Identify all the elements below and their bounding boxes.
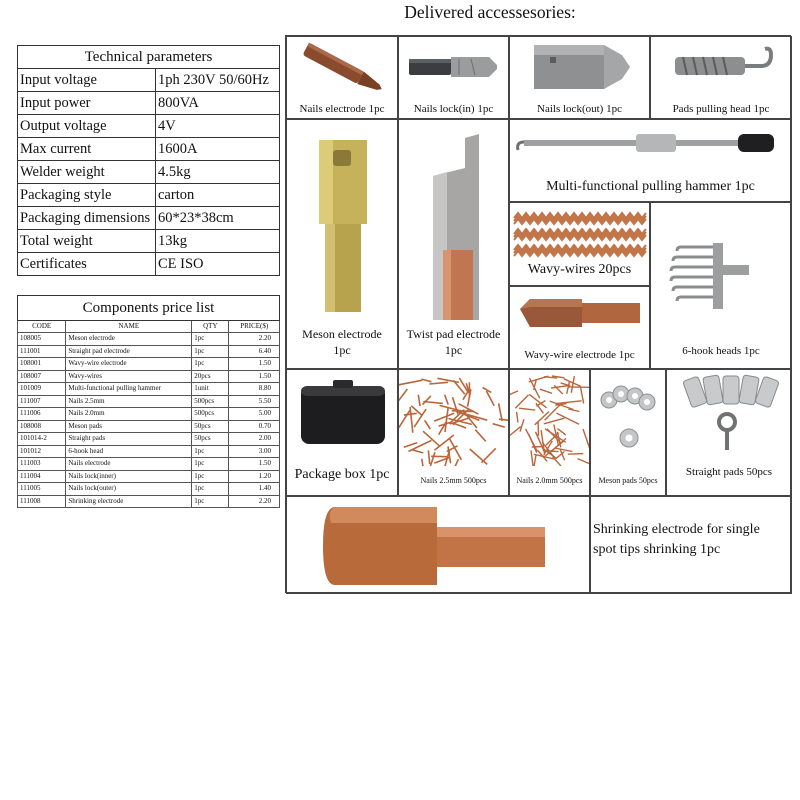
six-hook-heads-image: [651, 203, 791, 323]
cell-code: 108001: [18, 358, 66, 371]
caption: spot tips shrinking 1pc: [593, 542, 721, 557]
accessory-nails-2-0mm: [509, 369, 590, 496]
cell-code: 108005: [18, 333, 66, 346]
cell-price: 1.50: [229, 458, 280, 471]
cell-code: 111007: [18, 395, 66, 408]
table-row: [18, 345, 280, 358]
cell-price: 1.50: [229, 358, 280, 371]
cell-code: 111004: [18, 470, 66, 483]
cell-code: 108008: [18, 420, 66, 433]
cell-code: 111006: [18, 408, 66, 421]
cell-qty: 50pcs: [192, 433, 229, 446]
table-row: [18, 408, 280, 421]
cell-name: Nails lock(outer): [66, 483, 192, 496]
cell-code: 111003: [18, 458, 66, 471]
param-value: 4V: [156, 115, 280, 138]
param-name: Welder weight: [18, 161, 156, 184]
cell-price: 8.80: [229, 383, 280, 396]
accessory-meson-electrode: [286, 119, 398, 369]
cell-qty: 1pc: [192, 445, 229, 458]
cell-price: 6.40: [229, 345, 280, 358]
table-row: [18, 483, 280, 496]
table-row: [18, 161, 280, 184]
param-name: Packaging dimensions: [18, 207, 156, 230]
cell-name: Meson electrode: [66, 333, 192, 346]
table-row: [18, 115, 280, 138]
accessory-shrinking-caption-cell: [590, 496, 792, 594]
cell-price: 3.00: [229, 445, 280, 458]
caption: 1pc: [333, 343, 351, 357]
cell-code: 111001: [18, 345, 66, 358]
cell-name: Nails lock(inner): [66, 470, 192, 483]
meson-pads-image: [591, 370, 666, 460]
cell-code: 111008: [18, 495, 66, 508]
price-list-body: [18, 333, 280, 508]
price-header-row: [18, 321, 280, 333]
meson-electrode-image: [287, 120, 397, 320]
cell-name: 6-hook head: [66, 445, 192, 458]
param-name: Max current: [18, 138, 156, 161]
caption: Meson electrode: [302, 327, 382, 341]
nails-lock-inner-image: [399, 37, 509, 99]
accessory-twist-pad-electrode: [398, 119, 509, 369]
price-list-title: Components price list: [18, 296, 280, 321]
caption: Twist pad electrode: [406, 327, 501, 341]
cell-name: Wavy-wire electrode: [66, 358, 192, 371]
cell-qty: 1pc: [192, 333, 229, 346]
param-value: 1600A: [156, 138, 280, 161]
param-name: Total weight: [18, 230, 156, 253]
cell-qty: 500pcs: [192, 408, 229, 421]
param-value: 4.5kg: [156, 161, 280, 184]
caption: Nails 2.0mm 500pcs: [516, 476, 583, 485]
table-row: [18, 370, 280, 383]
caption: Shrinking electrode for single: [593, 522, 760, 537]
accessory-pads-pulling-head: [650, 36, 792, 119]
accessory-6-hook-heads: [650, 202, 792, 369]
cell-qty: 1pc: [192, 458, 229, 471]
table-row: [18, 383, 280, 396]
cell-code: 108007: [18, 370, 66, 383]
cell-code: 101009: [18, 383, 66, 396]
table-row: [18, 92, 280, 115]
table-row: [18, 333, 280, 346]
cell-price: 5.00: [229, 408, 280, 421]
caption: Nails lock(out) 1pc: [537, 103, 622, 115]
straight-pads-image: [667, 370, 791, 456]
accessory-nails-lock-outer: [509, 36, 650, 119]
cell-qty: 1unit: [192, 383, 229, 396]
param-name: Input voltage: [18, 69, 156, 92]
table-row: [18, 470, 280, 483]
pulling-hammer-image: [510, 120, 792, 170]
accessory-straight-pads: [666, 369, 792, 496]
cell-price: 1.40: [229, 483, 280, 496]
nails-lock-outer-image: [510, 37, 650, 101]
accessory-wavy-wires: [509, 202, 650, 286]
cell-qty: 50pcs: [192, 420, 229, 433]
accessory-package-box: [286, 369, 398, 496]
caption: Straight pads 50pcs: [685, 466, 773, 478]
cell-price: 2.20: [229, 333, 280, 346]
accessory-nails-electrode: [286, 36, 398, 119]
cell-qty: 1pc: [192, 495, 229, 508]
table-row: [18, 445, 280, 458]
caption: Wavy-wires 20pcs: [527, 262, 632, 277]
cell-code: 101012: [18, 445, 66, 458]
caption: Wavy-wire electrode 1pc: [524, 349, 635, 361]
cell-name: Straight pad electrode: [66, 345, 192, 358]
accessory-wavy-wire-electrode: [509, 286, 650, 369]
accessory-meson-pads: [590, 369, 666, 496]
accessory-pulling-hammer: [509, 119, 792, 202]
cell-qty: 1pc: [192, 358, 229, 371]
caption: Pads pulling head 1pc: [672, 103, 770, 115]
table-row: [18, 230, 280, 253]
cell-price: 0.70: [229, 420, 280, 433]
caption: 6-hook heads 1pc: [682, 345, 760, 357]
cell-name: Multi-functional pulling hammer: [66, 383, 192, 396]
shrinking-electrode-image: [287, 497, 587, 593]
cell-price: 1.20: [229, 470, 280, 483]
table-row: [18, 184, 280, 207]
cell-name: Meson pads: [66, 420, 192, 433]
nails-electrode-image: [287, 37, 397, 99]
cell-name: Nails electrode: [66, 458, 192, 471]
cell-qty: 1pc: [192, 345, 229, 358]
param-value: 60*23*38cm: [156, 207, 280, 230]
accessory-nails-2-5mm: [398, 369, 509, 496]
column-header: QTY: [192, 321, 229, 333]
param-value: 1ph 230V 50/60Hz: [156, 69, 280, 92]
accessory-shrinking-electrode: [286, 496, 590, 594]
table-row: [18, 395, 280, 408]
cell-name: Shrinking electrode: [66, 495, 192, 508]
table-row: [18, 138, 280, 161]
column-header: CODE: [18, 321, 66, 333]
cell-qty: 20pcs: [192, 370, 229, 383]
param-value: CE ISO: [156, 253, 280, 276]
cell-qty: 1pc: [192, 483, 229, 496]
package-box-image: [287, 380, 397, 450]
param-name: Packaging style: [18, 184, 156, 207]
table-row: [18, 253, 280, 276]
table-row: [18, 420, 280, 433]
caption: 1pc: [444, 343, 463, 357]
accessory-nails-lock-inner: [398, 36, 509, 119]
param-value: carton: [156, 184, 280, 207]
technical-parameters-table: [17, 45, 280, 276]
cell-name: Nails 2.5mm: [66, 395, 192, 408]
cell-price: 1.50: [229, 370, 280, 383]
wavy-wire-electrode-image: [510, 287, 650, 343]
twist-pad-electrode-image: [399, 120, 509, 320]
caption: Nails electrode 1pc: [299, 103, 385, 115]
table-row: [18, 358, 280, 371]
table-row: [18, 458, 280, 471]
technical-parameters-title: Technical parameters: [18, 46, 280, 69]
accessories-grid: [285, 35, 791, 593]
column-header: PRICE($): [229, 321, 280, 333]
param-name: Input power: [18, 92, 156, 115]
nails-2-5mm-image: [399, 370, 509, 466]
caption: Meson pads 50pcs: [598, 476, 658, 485]
components-price-table: [17, 295, 280, 508]
pads-pulling-head-image: [651, 37, 791, 101]
param-name: Output voltage: [18, 115, 156, 138]
caption: Nails 2.5mm 500pcs: [420, 476, 487, 485]
wavy-wires-image: [510, 203, 650, 259]
param-value: 800VA: [156, 92, 280, 115]
caption: Multi-functional pulling hammer 1pc: [546, 179, 755, 194]
delivered-accessories-title: Delivered accessesories:: [404, 2, 576, 22]
table-row: [18, 69, 280, 92]
cell-price: 2.20: [229, 495, 280, 508]
param-name: Certificates: [18, 253, 156, 276]
cell-name: Straight pads: [66, 433, 192, 446]
caption: Package box 1pc: [294, 467, 390, 482]
cell-code: 101014-2: [18, 433, 66, 446]
cell-qty: 500pcs: [192, 395, 229, 408]
nails-2-0mm-image: [510, 370, 590, 466]
param-value: 13kg: [156, 230, 280, 253]
cell-price: 2.00: [229, 433, 280, 446]
cell-price: 5.50: [229, 395, 280, 408]
table-row: [18, 207, 280, 230]
cell-name: Wavy-wires: [66, 370, 192, 383]
cell-code: 111005: [18, 483, 66, 496]
table-row: [18, 495, 280, 508]
cell-qty: 1pc: [192, 470, 229, 483]
column-header: NAME: [66, 321, 192, 333]
table-row: [18, 433, 280, 446]
caption: Nails lock(in) 1pc: [413, 103, 494, 115]
cell-name: Nails 2.0mm: [66, 408, 192, 421]
